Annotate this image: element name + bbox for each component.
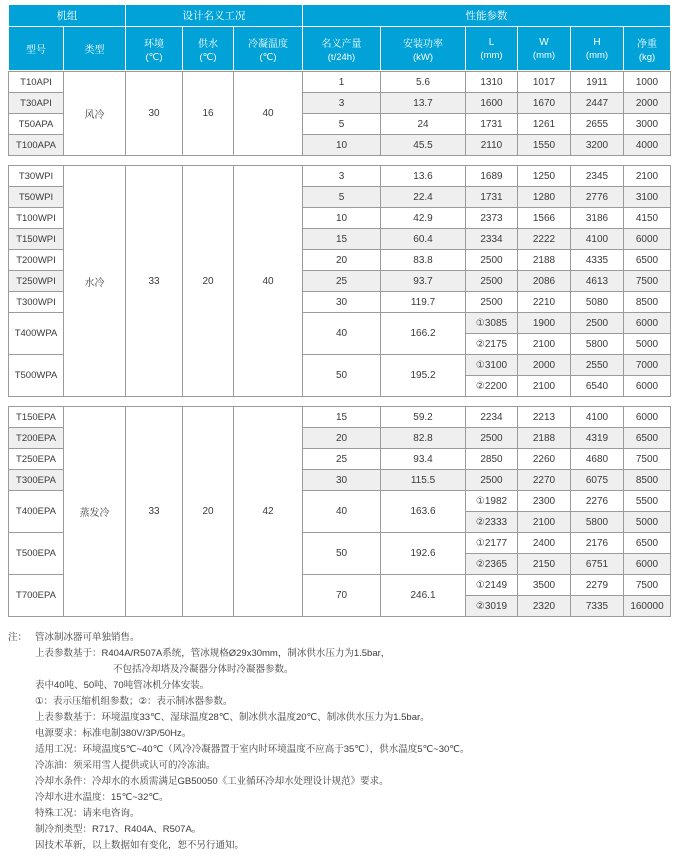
notes <box>8 630 670 854</box>
length-cell: ②3019 <box>466 596 518 617</box>
power-cell: 83.8 <box>381 250 466 271</box>
length-cell: 1731 <box>466 187 518 208</box>
weight-cell: 5000 <box>624 512 671 533</box>
length-cell: 2500 <box>466 250 518 271</box>
weight-cell: 5500 <box>624 491 671 512</box>
col-header-length: L (mm) <box>466 27 518 71</box>
length-cell: ②2175 <box>466 334 518 355</box>
notes-label: 注： <box>8 632 28 643</box>
capacity-cell: 15 <box>303 407 381 428</box>
height-cell: 2550 <box>571 355 624 376</box>
model-cell: T10API <box>9 72 64 93</box>
section-table-3 <box>8 406 671 617</box>
width-cell: 2320 <box>518 596 571 617</box>
group-header-unit: 机组 <box>9 5 126 27</box>
note-line: 上表参数基于：环境温度33℃、湿球温度28℃、制冰供水温度20℃、制冰供水压力为1.5bar。 <box>35 712 430 723</box>
width-cell: 2300 <box>518 491 571 512</box>
col-header-condensing-temp: 冷凝温度 (℃) <box>234 27 303 71</box>
model-cell: T300WPI <box>9 292 64 313</box>
power-cell: 163.6 <box>381 491 466 533</box>
model-cell: T50WPI <box>9 187 64 208</box>
height-cell: 2500 <box>571 313 624 334</box>
width-cell: 2270 <box>518 470 571 491</box>
height-cell: 6751 <box>571 554 624 575</box>
length-cell: ②2365 <box>466 554 518 575</box>
power-cell: 13.7 <box>381 93 466 114</box>
note-line: 特殊工况：请来电咨询。 <box>35 808 140 819</box>
model-cell: T300EPA <box>9 470 64 491</box>
col-header-type: 类型 <box>64 27 126 71</box>
width-cell: 2210 <box>518 292 571 313</box>
power-cell: 93.7 <box>381 271 466 292</box>
weight-cell: 5000 <box>624 334 671 355</box>
note-line: ①：表示压缩机组参数；②：表示制冰器参数。 <box>35 696 233 707</box>
weight-cell: 7500 <box>624 449 671 470</box>
length-cell: ①3085 <box>466 313 518 334</box>
note-line: 上表参数基于：R404A/R507A系统，管冰规格Ø29x30mm，制冰供水压力为1.5bar， <box>35 648 391 659</box>
capacity-cell: 40 <box>303 313 381 355</box>
width-cell: 1280 <box>518 187 571 208</box>
weight-cell: 160000 <box>624 596 671 617</box>
weight-cell: 6000 <box>624 376 671 397</box>
length-cell: 1600 <box>466 93 518 114</box>
power-cell: 24 <box>381 114 466 135</box>
capacity-cell: 25 <box>303 271 381 292</box>
width-cell: 2213 <box>518 407 571 428</box>
weight-cell: 3100 <box>624 187 671 208</box>
header-group-row <box>9 5 671 27</box>
note-line: 管冰制冰器可单独销售。 <box>35 632 140 643</box>
ambient-temp-cell: 33 <box>126 407 183 617</box>
width-cell: 1566 <box>518 208 571 229</box>
width-cell: 1017 <box>518 72 571 93</box>
capacity-cell: 25 <box>303 449 381 470</box>
condensing-temp-cell: 40 <box>234 166 303 397</box>
power-cell: 192.6 <box>381 533 466 575</box>
width-cell: 2400 <box>518 533 571 554</box>
length-cell: ①2177 <box>466 533 518 554</box>
power-cell: 5.6 <box>381 72 466 93</box>
height-cell: 2276 <box>571 491 624 512</box>
ambient-temp-cell: 33 <box>126 166 183 397</box>
height-cell: 2776 <box>571 187 624 208</box>
width-cell: 2222 <box>518 229 571 250</box>
length-cell: ①3100 <box>466 355 518 376</box>
model-cell: T500WPA <box>9 355 64 397</box>
power-cell: 22.4 <box>381 187 466 208</box>
col-header-ambient-temp: 环境 (℃) <box>126 27 183 71</box>
height-cell: 4335 <box>571 250 624 271</box>
capacity-cell: 10 <box>303 208 381 229</box>
col-header-net-weight: 净重 (kg) <box>624 27 671 71</box>
weight-cell: 4150 <box>624 208 671 229</box>
length-cell: ①2149 <box>466 575 518 596</box>
length-cell: 2500 <box>466 292 518 313</box>
model-cell: T100WPI <box>9 208 64 229</box>
notes-lines <box>35 630 670 854</box>
length-cell: ②2333 <box>466 512 518 533</box>
col-header-model: 型号 <box>9 27 64 71</box>
capacity-cell: 70 <box>303 575 381 617</box>
height-cell: 3186 <box>571 208 624 229</box>
weight-cell: 6500 <box>624 250 671 271</box>
capacity-cell: 40 <box>303 491 381 533</box>
weight-cell: 8500 <box>624 470 671 491</box>
height-cell: 4680 <box>571 449 624 470</box>
model-cell: T150EPA <box>9 407 64 428</box>
supply-water-temp-cell: 20 <box>183 407 234 617</box>
table-row <box>9 72 671 93</box>
weight-cell: 7000 <box>624 355 671 376</box>
length-cell: 1689 <box>466 166 518 187</box>
model-cell: T30WPI <box>9 166 64 187</box>
group-header-design-conditions: 设计名义工况 <box>126 5 303 27</box>
length-cell: ②2200 <box>466 376 518 397</box>
width-cell: 2188 <box>518 428 571 449</box>
capacity-cell: 20 <box>303 428 381 449</box>
weight-cell: 7500 <box>624 271 671 292</box>
model-cell: T200WPI <box>9 250 64 271</box>
model-cell: T200EPA <box>9 428 64 449</box>
width-cell: 1550 <box>518 135 571 156</box>
power-cell: 13.6 <box>381 166 466 187</box>
length-cell: 2500 <box>466 271 518 292</box>
weight-cell: 4000 <box>624 135 671 156</box>
col-header-nominal-capacity: 名义产量 (t/24h) <box>303 27 381 71</box>
weight-cell: 6000 <box>624 554 671 575</box>
power-cell: 82.8 <box>381 428 466 449</box>
height-cell: 4100 <box>571 229 624 250</box>
model-cell: T100APA <box>9 135 64 156</box>
width-cell: 2260 <box>518 449 571 470</box>
height-cell: 5800 <box>571 334 624 355</box>
width-cell: 1261 <box>518 114 571 135</box>
length-cell: 2850 <box>466 449 518 470</box>
power-cell: 59.2 <box>381 407 466 428</box>
length-cell: 2234 <box>466 407 518 428</box>
width-cell: 2086 <box>518 271 571 292</box>
type-cell: 风冷 <box>64 72 126 156</box>
note-line: 冷冻油：须采用雪人提供或认可的冷冻油。 <box>35 760 216 771</box>
width-cell: 2150 <box>518 554 571 575</box>
width-cell: 3500 <box>518 575 571 596</box>
weight-cell: 6000 <box>624 229 671 250</box>
weight-cell: 6000 <box>624 407 671 428</box>
capacity-cell: 50 <box>303 533 381 575</box>
spec-table-header <box>8 4 671 71</box>
model-cell: T150WPI <box>9 229 64 250</box>
height-cell: 2176 <box>571 533 624 554</box>
capacity-cell: 30 <box>303 470 381 491</box>
height-cell: 7335 <box>571 596 624 617</box>
col-header-installed-power: 安装功率 (kW) <box>381 27 466 71</box>
type-cell: 蒸发冷 <box>64 407 126 617</box>
height-cell: 5800 <box>571 512 624 533</box>
height-cell: 2447 <box>571 93 624 114</box>
power-cell: 93.4 <box>381 449 466 470</box>
width-cell: 1900 <box>518 313 571 334</box>
width-cell: 2188 <box>518 250 571 271</box>
height-cell: 6075 <box>571 470 624 491</box>
height-cell: 4613 <box>571 271 624 292</box>
length-cell: ①1982 <box>466 491 518 512</box>
note-line: 冷却水条件：冷却水的水质需满足GB50050《工业循环冷却水处理设计规范》要求。 <box>35 776 389 787</box>
weight-cell: 2100 <box>624 166 671 187</box>
model-cell: T700EPA <box>9 575 64 617</box>
model-cell: T400EPA <box>9 491 64 533</box>
capacity-cell: 20 <box>303 250 381 271</box>
length-cell: 1731 <box>466 114 518 135</box>
width-cell: 2100 <box>518 376 571 397</box>
weight-cell: 1000 <box>624 72 671 93</box>
width-cell: 2100 <box>518 512 571 533</box>
col-header-height: H (mm) <box>571 27 624 71</box>
height-cell: 2279 <box>571 575 624 596</box>
condensing-temp-cell: 40 <box>234 72 303 156</box>
width-cell: 2000 <box>518 355 571 376</box>
height-cell: 4319 <box>571 428 624 449</box>
note-line: 因技术革新，以上数据如有变化，恕不另行通知。 <box>35 840 245 851</box>
table-row <box>9 166 671 187</box>
weight-cell: 6500 <box>624 428 671 449</box>
length-cell: 2500 <box>466 428 518 449</box>
capacity-cell: 5 <box>303 114 381 135</box>
note-line: 不包括冷却塔及冷凝器分体时冷凝器参数。 <box>113 664 294 675</box>
height-cell: 2655 <box>571 114 624 135</box>
weight-cell: 6000 <box>624 313 671 334</box>
model-cell: T500EPA <box>9 533 64 575</box>
length-cell: 2110 <box>466 135 518 156</box>
ambient-temp-cell: 30 <box>126 72 183 156</box>
power-cell: 166.2 <box>381 313 466 355</box>
power-cell: 115.5 <box>381 470 466 491</box>
width-cell: 1250 <box>518 166 571 187</box>
spec-table-body-sections <box>8 71 670 617</box>
condensing-temp-cell: 42 <box>234 407 303 617</box>
power-cell: 246.1 <box>381 575 466 617</box>
capacity-cell: 3 <box>303 166 381 187</box>
power-cell: 195.2 <box>381 355 466 397</box>
capacity-cell: 5 <box>303 187 381 208</box>
section-table-1 <box>8 71 671 156</box>
power-cell: 42.9 <box>381 208 466 229</box>
weight-cell: 6500 <box>624 533 671 554</box>
length-cell: 2373 <box>466 208 518 229</box>
supply-water-temp-cell: 16 <box>183 72 234 156</box>
capacity-cell: 10 <box>303 135 381 156</box>
model-cell: T400WPA <box>9 313 64 355</box>
height-cell: 1911 <box>571 72 624 93</box>
weight-cell: 3000 <box>624 114 671 135</box>
model-cell: T250WPI <box>9 271 64 292</box>
capacity-cell: 3 <box>303 93 381 114</box>
height-cell: 5080 <box>571 292 624 313</box>
length-cell: 2500 <box>466 470 518 491</box>
group-header-performance: 性能参数 <box>303 5 671 27</box>
width-cell: 2100 <box>518 334 571 355</box>
note-line: 适用工况：环境温度5℃~40℃（风冷冷凝器置于室内时环境温度不应高于35℃），供水温度5℃~30℃。 <box>35 744 470 755</box>
model-cell: T250EPA <box>9 449 64 470</box>
height-cell: 2345 <box>571 166 624 187</box>
note-line: 电源要求：标准电制380V/3P/50Hz。 <box>35 728 192 739</box>
capacity-cell: 30 <box>303 292 381 313</box>
length-cell: 1310 <box>466 72 518 93</box>
weight-cell: 2000 <box>624 93 671 114</box>
power-cell: 45.5 <box>381 135 466 156</box>
header-column-row <box>9 27 671 71</box>
height-cell: 3200 <box>571 135 624 156</box>
width-cell: 1670 <box>518 93 571 114</box>
table-row <box>9 407 671 428</box>
note-line: 制冷剂类型：R717、R404A、R507A。 <box>35 824 202 835</box>
note-line: 冷却水进水温度：15℃~32℃。 <box>35 792 169 803</box>
height-cell: 6540 <box>571 376 624 397</box>
supply-water-temp-cell: 20 <box>183 166 234 397</box>
height-cell: 4100 <box>571 407 624 428</box>
capacity-cell: 50 <box>303 355 381 397</box>
power-cell: 119.7 <box>381 292 466 313</box>
capacity-cell: 15 <box>303 229 381 250</box>
capacity-cell: 1 <box>303 72 381 93</box>
type-cell: 水冷 <box>64 166 126 397</box>
col-header-width: W (mm) <box>518 27 571 71</box>
model-cell: T50APA <box>9 114 64 135</box>
weight-cell: 7500 <box>624 575 671 596</box>
weight-cell: 8500 <box>624 292 671 313</box>
section-table-2 <box>8 165 671 397</box>
power-cell: 60.4 <box>381 229 466 250</box>
col-header-supply-water-temp: 供水 (℃) <box>183 27 234 71</box>
note-line: 表中40吨、50吨、70吨管冰机分体安装。 <box>35 680 210 691</box>
length-cell: 2334 <box>466 229 518 250</box>
model-cell: T30API <box>9 93 64 114</box>
